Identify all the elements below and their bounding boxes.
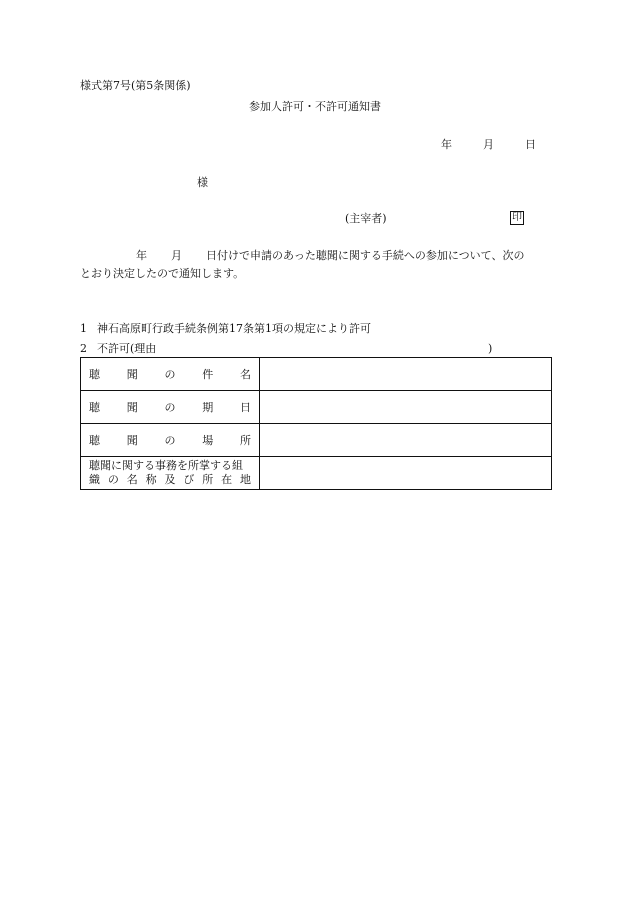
label-char: の	[164, 434, 176, 447]
table-row	[81, 358, 552, 391]
label-line-2	[89, 473, 251, 487]
label-char: の	[164, 368, 176, 381]
body-month: 月	[171, 249, 182, 262]
body-line-2: とおり決定したので通知します。	[80, 267, 245, 280]
item-text: 不許可(理由	[97, 342, 157, 355]
label-hearing-subject	[81, 358, 260, 391]
label-char: 称	[145, 473, 157, 486]
label-char: の	[107, 473, 119, 486]
body-year: 年	[136, 249, 147, 262]
label-char: 日	[240, 401, 251, 414]
label-char: 聞	[126, 434, 138, 447]
value-hearing-date[interactable]	[260, 391, 552, 424]
item-number: 2	[80, 342, 87, 355]
date-year: 年	[441, 138, 452, 151]
item-permit	[80, 323, 371, 334]
label-char: の	[164, 401, 176, 414]
date-line	[441, 139, 536, 150]
label-char: 聴	[89, 368, 100, 381]
label-char: 場	[202, 434, 214, 447]
label-char: 聴	[89, 434, 100, 447]
form-number: 様式第7号(第5条関係)	[80, 79, 191, 92]
label-char: 所	[240, 434, 251, 447]
organizer-label: (主宰者)	[345, 212, 387, 225]
value-hearing-subject[interactable]	[260, 358, 552, 391]
hearing-info-table	[80, 357, 552, 490]
label-char: 所	[202, 473, 214, 486]
item-deny-close-paren: )	[488, 342, 493, 355]
table-row	[81, 391, 552, 424]
date-day: 日	[525, 138, 536, 151]
label-line-1: 聴聞に関する事務を所掌する組	[89, 459, 243, 472]
body-text-1: 日付けで申請のあった聴聞に関する手続への参加について、次の	[206, 249, 525, 262]
document-title: 参加人許可・不許可通知書	[249, 100, 381, 113]
addressee-suffix: 様	[197, 176, 208, 189]
label-char: 聞	[126, 368, 138, 381]
label-char: 地	[240, 473, 251, 486]
table-row	[81, 457, 552, 490]
seal-mark: 印	[512, 212, 522, 223]
item-number: 1	[80, 322, 87, 335]
date-month: 月	[483, 138, 494, 151]
label-char: 織	[89, 473, 100, 486]
label-char: 及	[164, 473, 176, 486]
label-char: 聴	[89, 401, 100, 414]
label-char: び	[183, 473, 195, 486]
item-text: 神石高原町行政手続条例第17条第1項の規定により許可	[97, 322, 371, 335]
label-char: 聞	[126, 401, 138, 414]
item-deny	[80, 343, 156, 354]
body-line-1	[80, 250, 524, 261]
label-char: 名	[126, 473, 138, 486]
label-char: 件	[202, 368, 214, 381]
label-hearing-date	[81, 391, 260, 424]
value-organization[interactable]	[260, 457, 552, 490]
table-row	[81, 424, 552, 457]
label-char: 期	[202, 401, 214, 414]
value-hearing-place[interactable]	[260, 424, 552, 457]
label-organization	[81, 457, 260, 490]
label-char: 在	[221, 473, 233, 486]
label-char: 名	[240, 368, 251, 381]
label-hearing-place	[81, 424, 260, 457]
